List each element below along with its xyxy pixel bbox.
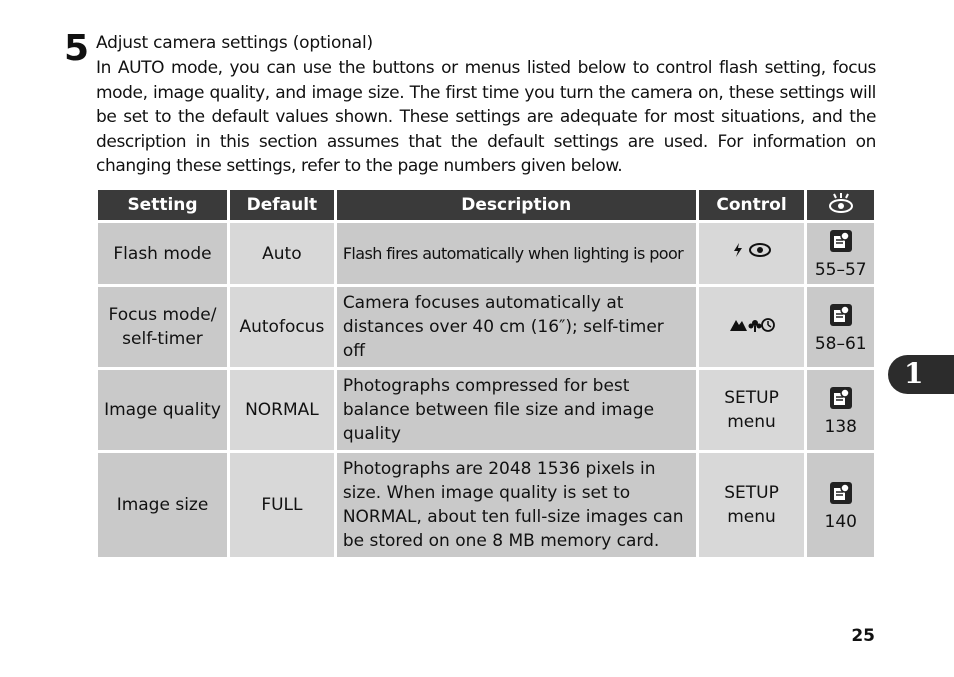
cell-reference	[807, 287, 874, 367]
page-reference-icon	[829, 303, 853, 327]
cell-reference	[807, 223, 874, 284]
table-row	[98, 223, 874, 284]
cell-setting: Image size	[98, 453, 227, 557]
section-tab-number: 1	[904, 357, 924, 390]
cell-control: SETUP menu	[699, 370, 805, 450]
page-reference-icon	[829, 481, 853, 505]
reference-eye-icon	[826, 192, 856, 214]
flash-button-icon	[730, 240, 774, 260]
step-title: Adjust camera settings (optional)	[96, 33, 373, 53]
page-reference-icon	[829, 386, 853, 410]
table-row	[98, 370, 874, 450]
section-tab	[888, 355, 954, 394]
cell-default: FULL	[230, 453, 334, 557]
header-reference-icon	[807, 190, 874, 220]
cell-default: Autofocus	[230, 287, 334, 367]
cell-control	[699, 223, 805, 284]
reference-page-number: 58–61	[814, 333, 867, 354]
cell-setting: Image quality	[98, 370, 227, 450]
settings-table	[95, 187, 877, 560]
page-reference-icon	[829, 229, 853, 253]
cell-description: Photographs are 2048 1536 pixels in size. When image quality is set to NORMAL, about ten full-size images can be stored on one 8 MB memory card.	[337, 453, 696, 557]
reference-page-number: 140	[824, 511, 857, 532]
cell-description: Camera focuses automatically at distances over 40 cm (16″); self-timer off	[337, 287, 696, 367]
cell-setting: Focus mode/ self-timer	[98, 287, 227, 367]
table-header-row	[98, 190, 874, 220]
cell-description: Flash fires automatically when lighting is poor	[337, 223, 696, 284]
cell-control: SETUP menu	[699, 453, 805, 557]
header-setting: Setting	[98, 190, 227, 220]
cell-control	[699, 287, 805, 367]
focus-mode-button-icon	[728, 314, 776, 334]
header-control: Control	[699, 190, 805, 220]
page-number: 25	[851, 626, 875, 646]
step-number: 5	[64, 28, 90, 69]
header-default: Default	[230, 190, 334, 220]
reference-page-number: 138	[824, 416, 857, 437]
cell-description: Photographs compressed for best balance between file size and image quality	[337, 370, 696, 450]
cell-reference	[807, 370, 874, 450]
intro-paragraph: In AUTO mode, you can use the buttons or menus listed below to control flash setting, focus mode, image quality, and image size. The first time you turn the camera on, these settings will be set to the default values shown. These settings are adequate for most situations, and the description in this section assumes that the default settings are used. For information on changing these settings, refer to the page numbers given below.	[96, 58, 876, 176]
header-description: Description	[337, 190, 696, 220]
cell-default: NORMAL	[230, 370, 334, 450]
cell-setting: Flash mode	[98, 223, 227, 284]
table-row	[98, 453, 874, 557]
reference-page-number: 55–57	[814, 260, 867, 280]
table-row	[98, 287, 874, 367]
cell-default: Auto	[230, 223, 334, 284]
cell-reference	[807, 453, 874, 557]
